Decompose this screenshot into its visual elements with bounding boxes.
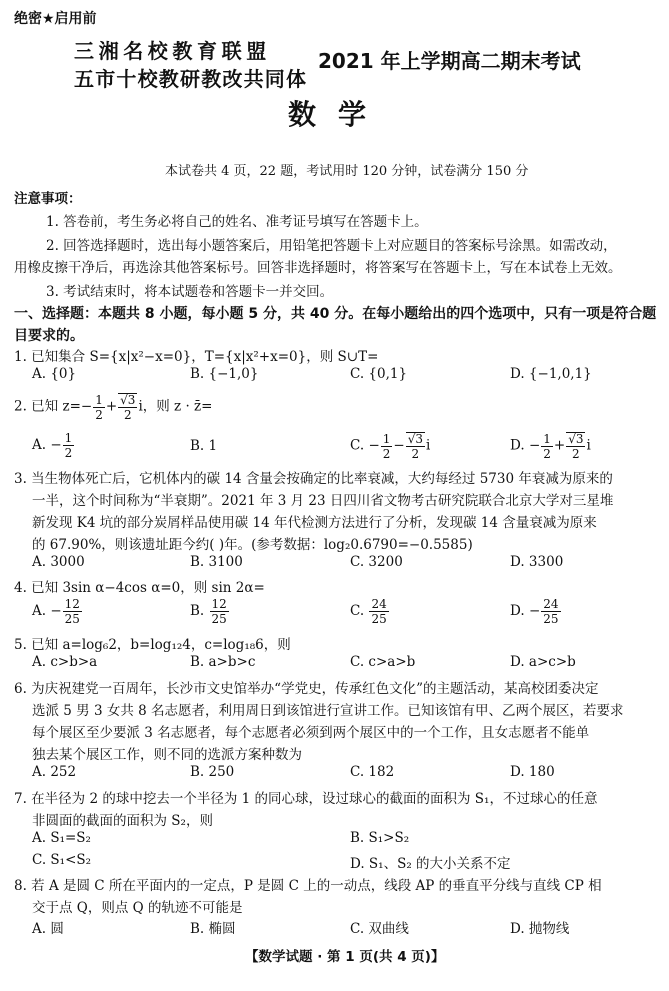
q6-option-c: C. 182 [350, 764, 395, 780]
exam-intro: 本试卷共 4 页，22 题，考试用时 120 分钟，试卷满分 150 分 [165, 164, 529, 179]
q3-option-a: A. 3000 [32, 554, 85, 570]
q8-line-1: 8. 若 A 是圆 C 所在平面内的一定点，P 是圆 C 上的一动点，线段 AP 的垂直平分线与直线 CP 相 [14, 878, 602, 894]
q6-line-2: 选派 5 男 3 女共 8 名志愿者，利用周日到该馆进行宣讲工作。已知该馆有甲、乙两个展区，若要求 [32, 703, 624, 719]
q1-option-b: B. {−1,0} [190, 366, 259, 382]
q1-stem: 1. 已知集合 S={x|x²−x=0}，T={x|x²+x=0}，则 S∪T= [14, 349, 379, 365]
q6-option-a: A. 252 [32, 764, 77, 780]
exam-title: 2021 年上学期高二期末考试 [318, 49, 581, 73]
q1-option-d: D. {−1,0,1} [510, 366, 592, 382]
organization-line-1: 三湘名校教育联盟 [74, 39, 271, 63]
q5-option-c: C. c>a>b [350, 654, 416, 670]
q8-line-2: 交于点 Q，则点 Q 的轨迹不可能是 [32, 900, 243, 916]
q3-option-c: C. 3200 [350, 554, 403, 570]
note-line-2: 2. 回答选择题时，选出每小题答案后，用铅笔把答题卡上对应题目的答案标号涂黑。如需改动， [46, 238, 617, 254]
q6-option-d: D. 180 [510, 764, 555, 780]
note-line-1: 1. 答卷前，考生务必将自己的姓名、准考证号填写在答题卡上。 [46, 214, 428, 230]
notes-heading: 注意事项： [14, 191, 82, 207]
q3-line-4: 的 67.90%，则该遗址距今约( )年。(参考数据：log₂0.6790=−0.5585) [32, 537, 473, 553]
q2-option-a: A. − $\frac{1}{2}$ [32, 431, 73, 460]
q3-option-b: B. 3100 [190, 554, 243, 570]
q7-option-c: C. S₁<S₂ [32, 852, 92, 868]
q4-stem: 4. 已知 3sin α−4cos α=0，则 sin 2α= [14, 580, 265, 596]
q5-option-d: D. a>c>b [510, 654, 576, 670]
q7-option-a: A. S₁=S₂ [32, 830, 91, 846]
q4-option-d: D. − $\frac{24}{25}$ [510, 597, 559, 626]
q6-line-4: 独去某个展区工作，则不同的选派方案种数为 [32, 747, 302, 763]
q6-option-b: B. 250 [190, 764, 235, 780]
q5-stem: 5. 已知 a=log₆2，b=log₁₂4，c=log₁₈6，则 [14, 637, 291, 653]
q7-line-1: 7. 在半径为 2 的球中挖去一个半径为 1 的同心球，设过球心的截面的面积为 S₁，不过球心的任意 [14, 791, 598, 807]
section-heading-line-2: 目要求的。 [14, 328, 84, 344]
subject-title: 数学 [288, 98, 389, 131]
page-footer: 【数学试题 · 第 1 页(共 4 页)】 [245, 949, 445, 965]
q6-line-1: 6. 为庆祝建党一百周年，长沙市文史馆举办“学党史，传承红色文化”的主题活动，某高校团委决定 [14, 681, 599, 697]
q3-line-2: 一半，这个时间称为“半衰期”。2021 年 3 月 23 日四川省文物考古研究院联合北京大学对三星堆 [32, 493, 614, 509]
organization-line-2: 五市十校教研教改共同体 [74, 67, 308, 91]
q3-line-1: 3. 当生物体死亡后，它机体内的碳 14 含量会按确定的比率衰减，大约每经过 5730 年衰减为原来的 [14, 471, 613, 487]
note-line-3: 用橡皮擦干净后，再选涂其他答案标号。回答非选择题时，将答案写在答题卡上，写在本试卷上无效。 [14, 260, 622, 276]
section-heading-line-1: 一、选择题：本题共 8 小题，每小题 5 分，共 40 分。在每小题给出的四个选项中，只有一项是符合题 [14, 306, 657, 322]
q4-option-c: C. $\frac{24}{25}$ [350, 597, 387, 626]
q7-option-b: B. S₁>S₂ [350, 830, 410, 846]
q3-option-d: D. 3300 [510, 554, 564, 570]
q1-option-c: C. {0,1} [350, 366, 408, 382]
confidential-label: 绝密★启用前 [14, 11, 97, 27]
q7-option-d: D. S₁、S₂ 的大小关系不定 [350, 856, 511, 872]
q5-option-a: A. c>b>a [32, 654, 98, 670]
q1-option-a: A. {0} [32, 366, 77, 382]
q8-option-a: A. 圆 [32, 921, 64, 937]
q3-line-3: 新发现 K4 坑的部分炭屑样品使用碳 14 年代检测方法进行了分析，发现碳 14 含量衰减为原来 [32, 515, 597, 531]
q4-option-b: B. $\frac{12}{25}$ [190, 597, 227, 626]
q8-option-d: D. 抛物线 [510, 921, 570, 937]
q2-option-d: D. − $\frac{1}{2}$ + $\frac{√3}{2}$ i [510, 431, 591, 461]
q7-line-2: 非圆面的截面的面积为 S₂，则 [32, 813, 213, 829]
q2-option-b: B. 1 [190, 438, 218, 454]
q5-option-b: B. a>b>c [190, 654, 256, 670]
note-line-4: 3. 考试结束时，将本试题卷和答题卡一并交回。 [46, 284, 334, 300]
q8-option-b: B. 椭圆 [190, 921, 236, 937]
q2-stem: 2. 已知 z=− $\frac{1}{2}$ + $\frac{√3}{2}$ i，则 z · z̄= [14, 392, 213, 422]
q8-option-c: C. 双曲线 [350, 921, 409, 937]
q2-option-c: C. − $\frac{1}{2}$ − $\frac{√3}{2}$ i [350, 431, 431, 461]
q6-line-3: 每个展区至少要派 3 名志愿者，每个志愿者必须到两个展区中的一个工作，且女志愿者不能单 [32, 725, 590, 741]
q4-option-a: A. − $\frac{12}{25}$ [32, 597, 80, 626]
